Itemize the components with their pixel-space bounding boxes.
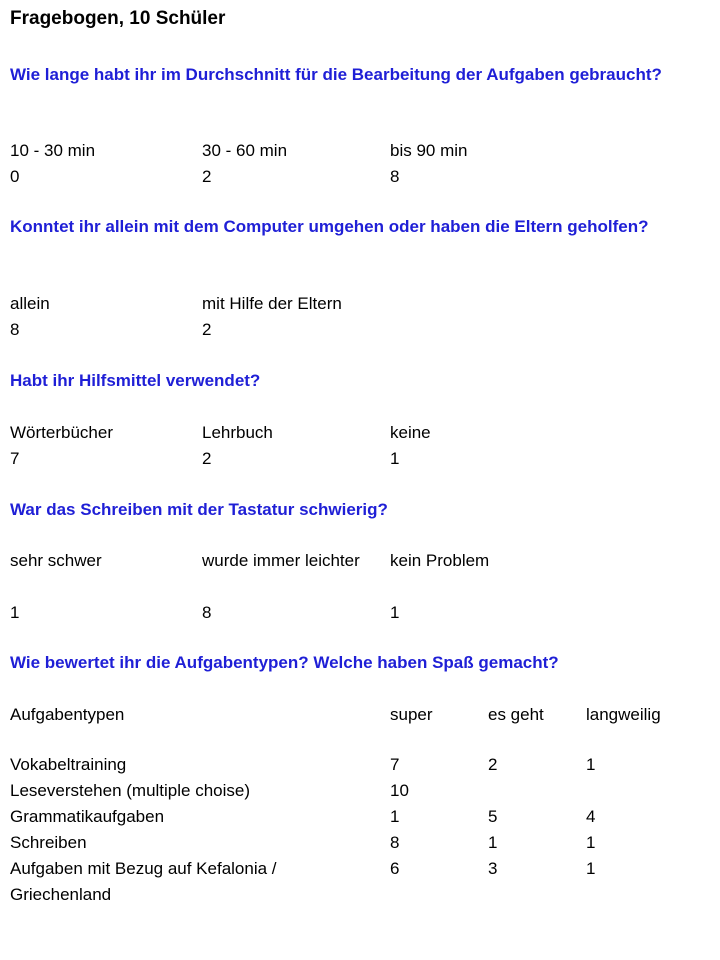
table-header	[10, 702, 710, 728]
row-label: Leseverstehen (multiple choise)	[10, 781, 251, 800]
cell-es-geht: 1	[488, 833, 498, 852]
option-label: keine	[390, 423, 431, 442]
question-duration: Wie lange habt ihr im Durchschnitt für die Bearbeitung der Aufgaben gebraucht?	[10, 65, 662, 84]
answer-options-row	[10, 138, 710, 164]
option-count: 2	[202, 449, 212, 468]
cell-langweilig: 1	[586, 833, 596, 852]
answer-counts-row	[10, 317, 710, 343]
option-label: mit Hilfe der Eltern	[202, 294, 342, 313]
option-count: 0	[10, 167, 20, 186]
cell-langweilig: 1	[586, 755, 596, 774]
option-count: 8	[10, 320, 20, 339]
answer-options-row	[10, 420, 710, 446]
option-count: 1	[390, 449, 400, 468]
row-label: Aufgaben mit Bezug auf Kefalonia / Griechenland	[10, 859, 277, 904]
cell-langweilig: 4	[586, 807, 596, 826]
table-row	[10, 856, 710, 908]
table-row	[10, 752, 710, 778]
question-keyboard: War das Schreiben mit der Tastatur schwierig?	[10, 500, 388, 519]
option-count: 8	[202, 603, 212, 622]
answer-counts-row	[10, 446, 710, 472]
row-label: Schreiben	[10, 833, 87, 852]
option-count: 2	[202, 320, 212, 339]
table-row	[10, 804, 710, 830]
answer-counts-row	[10, 600, 710, 626]
option-count: 1	[10, 603, 20, 622]
column-header: Aufgabentypen	[10, 705, 125, 724]
option-label: wurde immer leichter	[202, 551, 360, 570]
cell-es-geht: 5	[488, 807, 498, 826]
option-count: 7	[10, 449, 20, 468]
row-label: Grammatikaufgaben	[10, 807, 165, 826]
page-title: Fragebogen, 10 Schüler	[10, 8, 226, 29]
answer-options-row	[10, 291, 710, 317]
option-count: 8	[390, 167, 400, 186]
option-label: 30 - 60 min	[202, 141, 288, 160]
option-label: Lehrbuch	[202, 423, 273, 442]
cell-super: 7	[390, 755, 400, 774]
option-label: sehr schwer	[10, 551, 102, 570]
cell-es-geht: 3	[488, 859, 498, 878]
column-header: langweilig	[586, 705, 661, 724]
cell-super: 1	[390, 807, 400, 826]
option-label: kein Problem	[390, 551, 490, 570]
option-count: 1	[390, 603, 400, 622]
option-label: 10 - 30 min	[10, 141, 96, 160]
cell-langweilig: 1	[586, 859, 596, 878]
cell-es-geht: 2	[488, 755, 498, 774]
cell-super: 6	[390, 859, 400, 878]
option-label: Wörterbücher	[10, 423, 113, 442]
cell-super: 10	[390, 781, 409, 800]
question-computer-help: Konntet ihr allein mit dem Computer umgehen oder haben die Eltern geholfen?	[10, 217, 649, 236]
answer-counts-row	[10, 164, 710, 190]
cell-super: 8	[390, 833, 400, 852]
row-label: Vokabeltraining	[10, 755, 127, 774]
answer-options-row	[10, 548, 710, 600]
question-task-types: Wie bewertet ihr die Aufgabentypen? Welche haben Spaß gemacht?	[10, 653, 559, 672]
column-header: es geht	[488, 705, 544, 724]
option-count: 2	[202, 167, 212, 186]
column-header: super	[390, 705, 433, 724]
question-tools: Habt ihr Hilfsmittel verwendet?	[10, 371, 261, 390]
option-label: allein	[10, 294, 50, 313]
option-label: bis 90 min	[390, 141, 468, 160]
table-row	[10, 778, 710, 804]
table-row	[10, 830, 710, 856]
